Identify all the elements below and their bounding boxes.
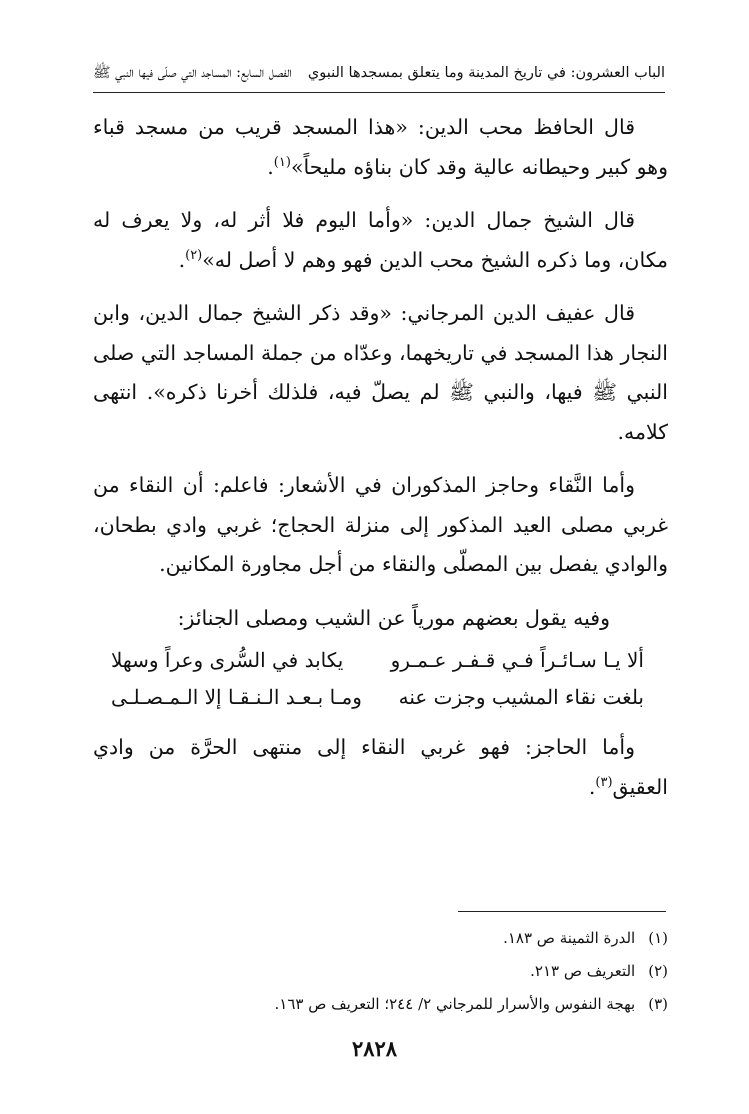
paragraph-text: قال عفيف الدين المرجاني: «وقد ذكر الشيخ جمال الدين، وابن النجار هذا المسجد في تاريخهما، وعدّاه من جملة المساجد التي صلى النبي ﷺ فيها، والنبي ﷺ لم يصلّ فيه، فلذلك أخرنا ذكره». انتهى كلامه.: [93, 301, 668, 444]
footnote-ref-3[interactable]: (٣): [595, 774, 613, 790]
paragraph-al-hajiz: [93, 728, 668, 807]
paragraph-text: وفيه يقول بعضهم مورياً عن الشيب ومصلى الجنائز:: [177, 605, 610, 630]
header-rule: [93, 92, 665, 93]
footnote-number: (١): [648, 929, 668, 947]
poem-second-hemistich: ومـا بـعـد الـنـقـا إلا الـمـصـلـى: [111, 685, 362, 709]
paragraph-text: قال الشيخ جمال الدين: «وأما اليوم فلا أثر له، ولا يعرف له مكان، وما ذكره الشيخ محب الدين فهو وهم لا أصل له»: [93, 208, 668, 272]
footnotes: [93, 922, 668, 1021]
paragraph-text: وأما النَّقاء وحاجز المذكوران في الأشعار: فاعلم: أن النقاء من غربي مصلى العيد المذكور إلى منزلة الحجاج؛ غربي وادي بطحان، والوادي يفصل بين المصلّى والنقاء من أجل مجاورة المكانين.: [93, 473, 668, 576]
footnote-item: [93, 955, 668, 988]
poem-verse: [93, 642, 668, 679]
body-text: [93, 108, 668, 821]
paragraph-text: وأما الحاجز: فهو غربي النقاء إلى منتهى الحرَّة من وادي العقيق: [93, 735, 668, 799]
footnote-rule: [458, 911, 666, 912]
paragraph-jamal-al-din: [93, 201, 668, 280]
poem-first-hemistich: ألا يـا سـائـراً فـي قـفـر عـمـرو: [390, 648, 644, 672]
paragraph-muhibb-al-din: [93, 108, 668, 187]
paragraph-al-marjani: [93, 294, 668, 452]
paragraph-tail: .: [178, 247, 186, 272]
footnote-number: (٢): [648, 962, 668, 980]
chapter-title: الباب العشرون: في تاريخ المدينة وما يتعلق بمسجدها النبوي: [307, 65, 665, 81]
footnote-ref-1[interactable]: (١): [273, 154, 291, 170]
paragraph-text: قال الحافظ محب الدين: «هذا المسجد قريب من مسجد قباء وهو كبير وحيطانه عالية وقد كان بناؤه مليحاً»: [93, 115, 668, 179]
poem-first-hemistich: بلغت نقاء المشيب وجزت عنه: [398, 685, 644, 709]
footnote-text: التعريف ص ٢١٣.: [530, 962, 636, 980]
footnote-item: [93, 988, 668, 1021]
footnote-ref-2[interactable]: (٢): [185, 247, 203, 263]
footnote-number: (٣): [648, 995, 668, 1013]
section-title: الفصل السابع: المساجد التي صلّى فيها النبي ﷺ: [93, 65, 292, 81]
poem: [93, 642, 668, 716]
running-header: [93, 58, 665, 88]
paragraph-tail: .: [588, 774, 596, 799]
footnote-text: بهجة النفوس والأسرار للمرجاني ٢/ ٢٤٤؛ التعريف ص ١٦٣.: [274, 995, 636, 1013]
page-number: ٢٨٢٨: [351, 1036, 398, 1061]
footnote-text: الدرة الثمينة ص ١٨٣.: [503, 929, 636, 947]
footnote-item: [93, 922, 668, 955]
poem-second-hemistich: يكابد في السُّرى وعراً وسهلا: [111, 648, 344, 672]
paragraph-naqa-hajiz: [93, 466, 668, 585]
paragraph-poem-intro: [93, 599, 668, 639]
poem-verse: [93, 679, 668, 716]
paragraph-tail: .: [267, 154, 274, 179]
